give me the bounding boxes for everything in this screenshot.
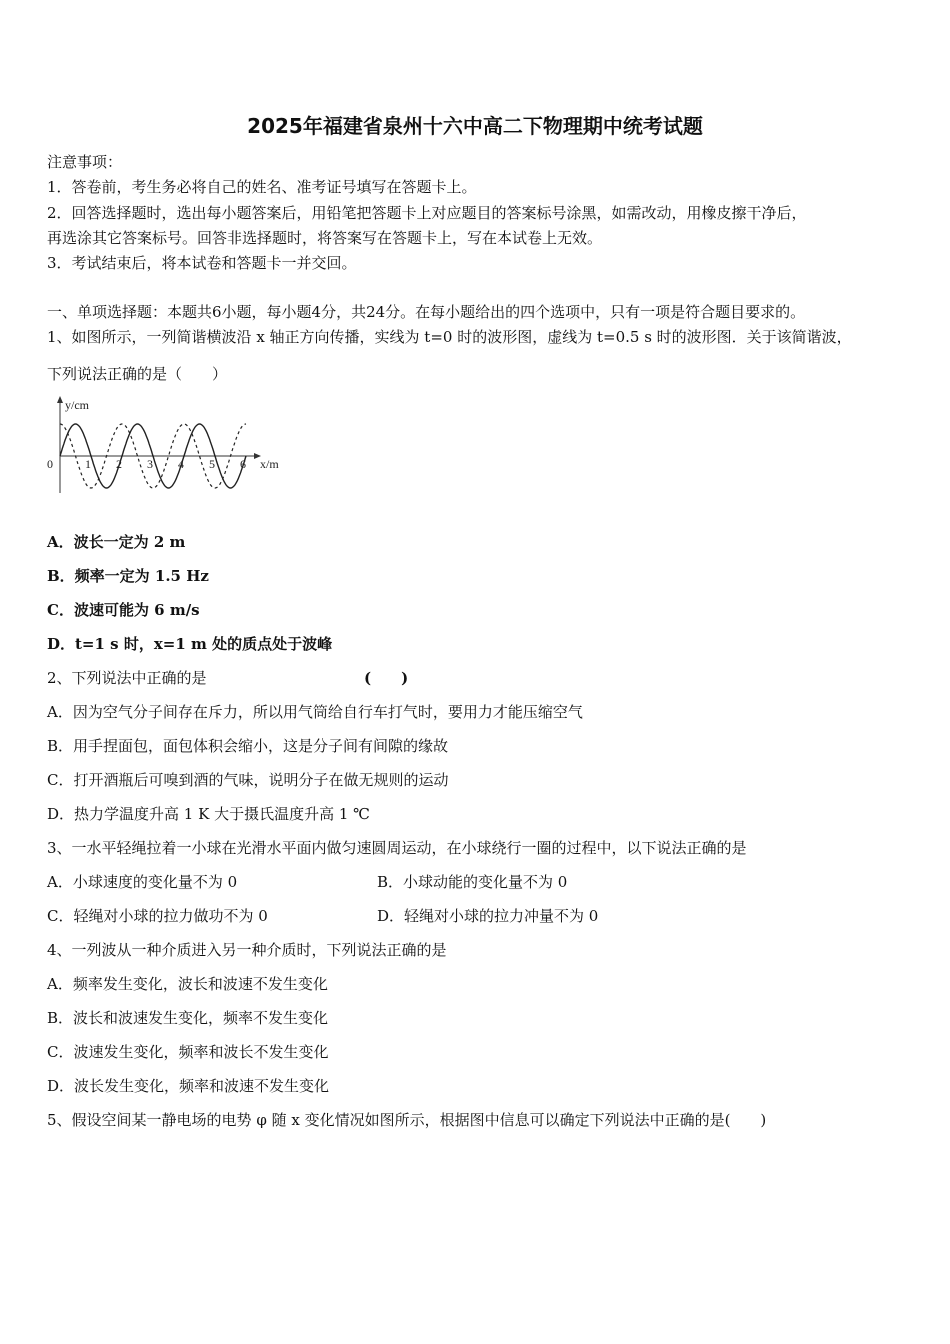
q1-option-d: D．t=1 s 时，x=1 m 处的质点处于波峰 [47, 635, 333, 653]
tick-label-2: 2 [116, 457, 122, 471]
notice-heading: 注意事项： [47, 153, 123, 171]
q1-wave-graph [45, 393, 295, 498]
q3-option-b: B．小球动能的变化量不为 0 [377, 873, 568, 891]
q2-option-b: B．用手捏面包，面包体积会缩小，这是分子间有间隙的缘故 [47, 737, 449, 755]
tick-label-5: 5 [209, 457, 215, 471]
q2-option-a: A．因为空气分子间存在斥力，所以用气筒给自行车打气时，要用力才能压缩空气 [47, 703, 583, 721]
notice-item-2b: 再选涂其它答案标号。回答非选择题时，将答案写在答题卡上，写在本试卷上无效。 [47, 229, 603, 247]
q3-option-d: D．轻绳对小球的拉力冲量不为 0 [377, 907, 599, 925]
notice-item-1: 1．答卷前，考生务必将自己的姓名、准考证号填写在答题卡上。 [47, 178, 477, 196]
section-heading: 一、单项选择题：本题共6小题，每小题4分，共24分。在每小题给出的四个选项中，只有一项是符合题目要求的。 [47, 303, 806, 321]
y-axis-label: y/cm [65, 398, 89, 412]
x-axis-label: x/m [260, 457, 279, 471]
q5-stem: 5、假设空间某一静电场的电势 φ 随 x 变化情况如图所示，根据图中信息可以确定下列说法中正确的是( ) [47, 1111, 767, 1129]
q3-option-a: A．小球速度的变化量不为 0 [47, 873, 238, 891]
q4-option-b: B．波长和波速发生变化，频率不发生变化 [47, 1009, 329, 1027]
tick-label-4: 4 [178, 457, 184, 471]
q1-stem-b: 下列说法正确的是（ ） [47, 365, 228, 383]
q1-option-b: B．频率一定为 1.5 Hz [47, 567, 209, 585]
q1-option-a: A．波长一定为 2 m [47, 533, 186, 551]
origin-label: 0 [47, 457, 53, 471]
page-title: 2025年福建省泉州十六中高二下物理期中统考试题 [247, 114, 703, 138]
q1-stem-a: 1、如图所示，一列简谐横波沿 x 轴正方向传播，实线为 t=0 时的波形图，虚线为 t=0.5 s 时的波形图．关于该简谐波， [47, 328, 852, 346]
tick-label-6: 6 [240, 457, 246, 471]
q4-option-c: C．波速发生变化，频率和波长不发生变化 [47, 1043, 329, 1061]
notice-item-3: 3．考试结束后，将本试卷和答题卡一并交回。 [47, 254, 357, 272]
q4-option-a: A．频率发生变化，波长和波速不发生变化 [47, 975, 328, 993]
notice-item-2a: 2．回答选择题时，选出每小题答案后，用铅笔把答题卡上对应题目的答案标号涂黑，如需改动，用橡皮擦干净后， [47, 204, 807, 222]
y-axis-arrow [57, 396, 63, 403]
q3-option-c: C．轻绳对小球的拉力做功不为 0 [47, 907, 268, 925]
q2-option-c: C．打开酒瓶后可嗅到酒的气味，说明分子在做无规则的运动 [47, 771, 449, 789]
q2-stem: 2、下列说法中正确的是 [47, 669, 207, 687]
q2-bracket: ( ) [364, 669, 409, 687]
q1-option-c: C．波速可能为 6 m/s [47, 601, 200, 619]
tick-label-1: 1 [85, 457, 91, 471]
q4-stem: 4、一列波从一种介质进入另一种介质时，下列说法正确的是 [47, 941, 447, 959]
tick-label-3: 3 [147, 457, 153, 471]
q2-option-d: D．热力学温度升高 1 K 大于摄氏温度升高 1 ℃ [47, 805, 370, 823]
q4-option-d: D．波长发生变化，频率和波速不发生变化 [47, 1077, 330, 1095]
q3-stem: 3、一水平轻绳拉着一小球在光滑水平面内做匀速圆周运动，在小球绕行一圈的过程中，以下说法正确的是 [47, 839, 747, 857]
